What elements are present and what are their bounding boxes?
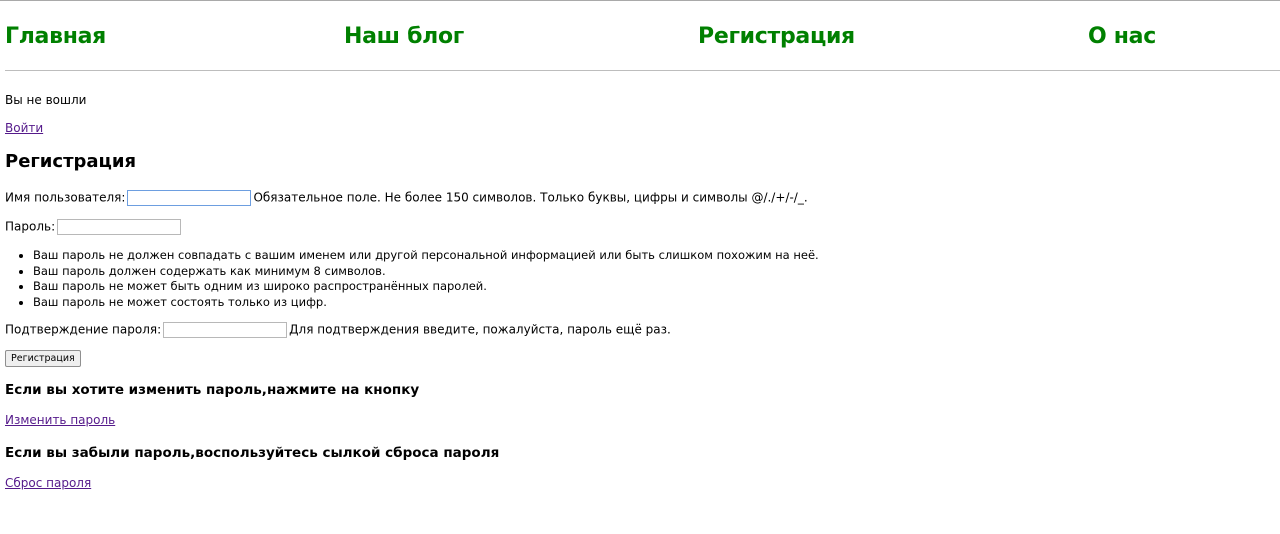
confirm-row xyxy=(5,322,671,338)
change-password-link[interactable]: Изменить пароль xyxy=(5,413,116,427)
username-input[interactable] xyxy=(127,190,251,206)
auth-status: Вы не вошли xyxy=(5,93,87,107)
nav-register-link[interactable]: Регистрация xyxy=(698,24,855,49)
password-rule: • Ваш пароль не может состоять только из цифр. xyxy=(33,295,819,311)
register-submit-button[interactable]: Регистрация xyxy=(5,350,81,367)
confirm-label: Подтверждение пароля: xyxy=(5,322,162,337)
login-link[interactable]: Войти xyxy=(5,121,44,135)
password-row xyxy=(5,219,183,235)
main-nav xyxy=(0,0,1280,70)
password-input[interactable] xyxy=(57,219,181,235)
registration-title: Регистрация xyxy=(5,151,137,172)
nav-blog-link[interactable]: Наш блог xyxy=(344,24,464,49)
confirm-help: Для подтверждения введите, пожалуйста, пароль ещё раз. xyxy=(289,322,671,337)
change-password-heading: Если вы хотите изменить пароль,нажмите на кнопку xyxy=(5,382,420,398)
reset-password-link[interactable]: Сброс пароля xyxy=(5,476,92,490)
password-rule: • Ваш пароль не должен совпадать с вашим именем или другой персональной информацией или быть слишком похожим на неё. xyxy=(33,248,819,264)
nav-divider xyxy=(5,70,1280,71)
password-rules-list xyxy=(5,248,819,310)
confirm-password-input[interactable] xyxy=(163,322,287,338)
password-label: Пароль: xyxy=(5,219,56,234)
reset-password-heading: Если вы забыли пароль,воспользуйтесь сылкой сброса пароля xyxy=(5,445,500,461)
nav-about-link[interactable]: О нас xyxy=(1088,24,1156,49)
username-row xyxy=(5,190,808,206)
username-help: Обязательное поле. Не более 150 символов. Только буквы, цифры и символы @/./+/-/_. xyxy=(253,190,808,205)
username-label: Имя пользователя: xyxy=(5,190,126,205)
password-rule: • Ваш пароль должен содержать как минимум 8 символов. xyxy=(33,264,819,280)
password-rule: • Ваш пароль не может быть одним из широко распространённых паролей. xyxy=(33,279,819,295)
nav-home-link[interactable]: Главная xyxy=(5,24,106,49)
